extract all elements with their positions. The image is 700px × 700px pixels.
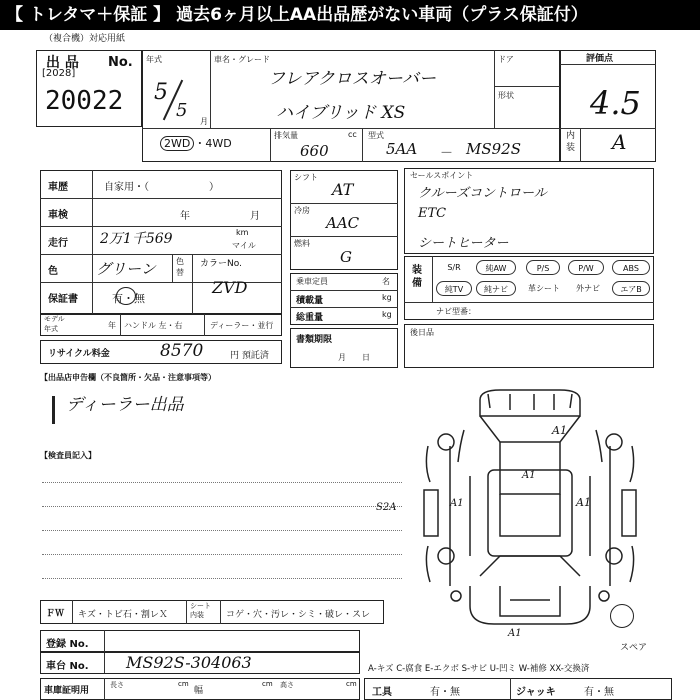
history-label: 車歴 (48, 182, 68, 193)
inspection-year-unit: 年 (180, 211, 190, 222)
inspector-label: 【検査員記入】 (40, 451, 96, 460)
sales-point-3: シートヒーター (418, 236, 509, 251)
drive-2wd-circle: 2WD (160, 136, 194, 151)
model-label: モデル (44, 315, 65, 323)
warranty-value: 有・無 (112, 292, 145, 305)
lot-number: 20022 (45, 86, 124, 116)
gross-unit: kg (382, 310, 392, 319)
recycle-label: リサイクル料金 (48, 349, 110, 359)
registration-label: 登録 No. (46, 639, 89, 650)
displacement-unit: cc (348, 130, 357, 139)
doors-label: ドア (498, 55, 514, 64)
ac-value: AAC (326, 214, 360, 232)
score-label: 評価点 (586, 54, 614, 64)
mileage-unit-km: km (236, 228, 249, 237)
after-items-box (404, 324, 654, 368)
recycle-value: 8570 (160, 341, 204, 361)
inspection-month-unit: 月 (250, 211, 260, 222)
damage-center: A1 (522, 470, 536, 481)
model-year-label: 年式 (44, 325, 58, 333)
model-name-label: 車名・グレード (214, 55, 270, 64)
tools-label: 工具 (372, 687, 392, 698)
auction-banner: 【 トレタマ＋保証 】 過去6ヶ月以上AA出品歴がない車両（プラス保証付） (0, 0, 700, 30)
cert-cm-3: cm (346, 680, 357, 688)
year-value: 5 (154, 80, 168, 105)
interior-value: A (612, 130, 627, 154)
recycle-unit: 円 預託済 (230, 351, 269, 361)
after-items-label: 後日品 (410, 328, 434, 337)
damage-left-panel: A1 (450, 498, 464, 509)
seller-notes-bar (52, 396, 55, 424)
equip-power-window: P/W (568, 260, 604, 275)
damage-legend: A-キズ C-腐食 E-エクボ S-サビ U-凹ミ W-補修 XX-交換済 (368, 664, 590, 674)
interior-label: 内装 (566, 131, 576, 153)
shape-label: 形状 (498, 91, 514, 100)
model-code-label: 型式 (368, 131, 384, 140)
fw-label: ＦＷ (46, 609, 65, 619)
warranty-yes-circle (116, 287, 136, 305)
capacity-label: 乗車定員 (296, 277, 328, 286)
color-label: 色 (48, 266, 58, 277)
spare-label: スペア (620, 643, 648, 653)
equipment-label: 装備 (412, 265, 422, 289)
month-value: 5 (176, 100, 188, 121)
seat-interior-text: コゲ・穴・汚レ・シミ・破レ・スレ (226, 610, 371, 620)
displacement-label: 排気量 (274, 131, 298, 140)
garage-cert-label: 車庫証明用 (44, 686, 90, 696)
cert-height: 高さ (280, 681, 294, 689)
lot-stamp: [2028] (42, 68, 76, 79)
sales-point-1: クルーズコントロール (418, 186, 547, 201)
spare-tire-icon (610, 604, 634, 628)
dealer-type: ディーラー・並行 (210, 321, 274, 330)
cert-cm-2: cm (262, 680, 273, 688)
seller-notes-label: 【出品店申告欄（不良箇所・欠品・注意事項等） (40, 373, 216, 382)
lot-label: 出 品 (46, 55, 79, 71)
doc-deadline-label: 書類期限 (296, 335, 333, 345)
drive-type (160, 135, 232, 151)
jack-value: 有・無 (584, 687, 614, 698)
model-grade: ハイブリッド XS (276, 103, 406, 123)
mileage-label: 走行 (48, 238, 68, 249)
shift-label: シフト (294, 173, 318, 182)
model-code-prefix: 5AA (386, 140, 418, 158)
mileage-unit-mile: マイル (232, 241, 256, 250)
damage-right-panel: A1 (576, 496, 591, 509)
cert-width: 幅 (194, 686, 204, 696)
year-label: 年式 (146, 55, 162, 64)
color-code-label: カラーNo. (200, 259, 242, 269)
load-label: 積載量 (296, 296, 324, 306)
seller-notes-text: ディーラー出品 (66, 395, 184, 415)
jack-label: ジャッキ (516, 687, 556, 698)
equip-airbag: エアB (612, 281, 650, 296)
inspection-label: 車検 (48, 210, 68, 221)
nav-model-label: ナビ型番： (436, 307, 476, 316)
color-value: グリーン (96, 260, 156, 278)
car-damage-diagram (410, 386, 660, 636)
displacement-value: 660 (300, 142, 329, 160)
equip-navi: 純ナビ (476, 281, 516, 296)
model-code: MS92S (466, 140, 521, 158)
tools-value: 有・無 (430, 687, 460, 698)
equip-power-steering: P/S (526, 260, 560, 275)
equip-sunroof: S/R (447, 263, 461, 272)
shift-value: AT (332, 180, 354, 199)
lot-no-label: No. (108, 55, 133, 70)
ac-label: 冷房 (294, 206, 310, 215)
sales-point-2: ETC (418, 206, 447, 221)
fuel-value: G (340, 248, 352, 266)
drive-4wd: ・4WD (194, 137, 232, 150)
cert-length: 長さ (110, 681, 124, 689)
fuel-label: 燃料 (294, 239, 310, 248)
damage-rear: A1 (508, 628, 522, 639)
color-change-label: 色替 (176, 257, 184, 277)
model-name: フレアクロスオーバー (268, 69, 436, 89)
equip-external-navi: 外ナビ (576, 284, 600, 293)
model-code-dash: － (440, 146, 454, 161)
cert-cm-1: cm (178, 680, 189, 688)
equip-alloy-wheel: 純AW (476, 260, 516, 275)
chassis-label: 車台 No. (46, 661, 89, 672)
month-unit: 月 (200, 117, 208, 126)
capacity-unit: 名 (382, 277, 390, 286)
doc-deadline-unit: 月 日 (338, 353, 370, 362)
sales-points-label: セールスポイント (410, 171, 474, 180)
model-year-unit: 年 (108, 321, 116, 330)
mileage-value: 2万1千569 (100, 231, 173, 247)
score-value: 4.5 (590, 84, 641, 122)
chassis-value: MS92S-304063 (126, 653, 252, 672)
history-value: 自家用・（ ） (104, 182, 219, 193)
seat-interior-label: シート内装 (190, 602, 211, 619)
equip-tv: 純TV (436, 281, 472, 296)
equip-abs: ABS (612, 260, 650, 275)
equip-leather-seat: 革シート (528, 284, 560, 293)
load-unit: kg (382, 293, 392, 302)
damage-side-left: S2A (376, 502, 397, 513)
form-note: （複合機）対応用紙 (44, 34, 126, 44)
color-code: ZVD (212, 278, 248, 297)
damage-front-right: A1 (552, 424, 567, 437)
gross-label: 総重量 (296, 313, 324, 323)
fw-text: キズ・トビ石・割レＸ (78, 610, 168, 620)
handle-side: ハンドル 左・右 (124, 321, 183, 330)
warranty-label: 保証書 (48, 294, 78, 305)
